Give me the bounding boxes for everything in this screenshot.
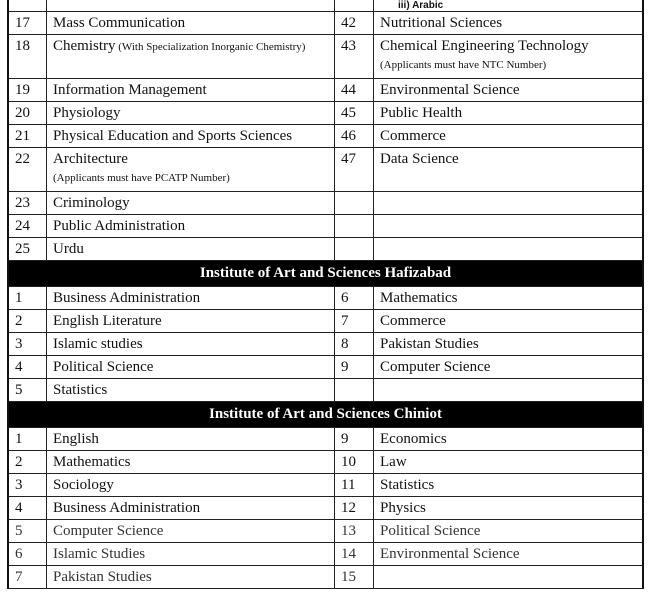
table-row	[9, 148, 642, 192]
row-number: 46	[335, 125, 374, 147]
subject-name	[374, 566, 642, 588]
subject-name	[47, 333, 335, 355]
subject-label: Business Administration	[53, 290, 201, 306]
section-header: Institute of Art and Sciences Hafizabad	[9, 261, 642, 287]
table-row	[9, 238, 642, 261]
subject-name	[47, 215, 335, 237]
subject-name	[374, 520, 642, 542]
row-number: 24	[9, 215, 47, 237]
top-fragment-text: iii) Arabic	[398, 0, 444, 11]
table-row	[9, 79, 642, 102]
table-row	[9, 520, 642, 543]
subject-name	[374, 543, 642, 565]
table-row	[9, 287, 642, 310]
subject-label: Commerce	[380, 128, 446, 144]
subject-name	[374, 474, 642, 496]
subject-name	[374, 148, 642, 191]
row-number: 47	[335, 148, 374, 191]
row-number: 20	[9, 102, 47, 124]
subject-label: Computer Science	[380, 359, 491, 375]
subject-name	[47, 520, 335, 542]
row-number	[335, 238, 374, 260]
subject-label: Statistics	[53, 382, 108, 398]
row-number: 2	[9, 310, 47, 332]
subject-label: Physical Education and Sports Sciences	[53, 128, 293, 144]
subject-label: Political Science	[380, 523, 481, 539]
subject-label: English	[53, 431, 99, 447]
row-number: 23	[9, 192, 47, 214]
subject-label: Statistics	[380, 477, 435, 493]
subject-name	[47, 356, 335, 378]
subject-name	[374, 428, 642, 450]
subject-label: Data Science	[380, 151, 459, 167]
subject-name	[47, 379, 335, 401]
subject-name	[374, 12, 642, 34]
subject-name	[47, 566, 335, 588]
subject-name	[47, 12, 335, 34]
subject-note: (Applicants must have PCATP Number)	[53, 172, 230, 184]
table-row	[9, 543, 642, 566]
row-number	[335, 192, 374, 214]
subject-label: Mass Communication	[53, 15, 186, 31]
row-number	[335, 379, 374, 401]
row-number: 5	[9, 520, 47, 542]
subject-name	[374, 238, 642, 260]
subject-label: English Literature	[53, 313, 162, 329]
subject-label: Criminology	[53, 195, 130, 211]
subject-label: Mathematics	[53, 454, 131, 470]
subject-label: Mathematics	[380, 290, 458, 306]
row-number: 19	[9, 79, 47, 101]
row-number: 18	[9, 35, 47, 78]
subject-label: Computer Science	[53, 523, 164, 539]
row-number: 8	[335, 333, 374, 355]
section-header: Institute of Art and Sciences Chiniot	[9, 402, 642, 428]
table-row	[9, 379, 642, 402]
subject-name	[47, 287, 335, 309]
subject-label: Islamic studies	[53, 336, 143, 352]
subject-label: Environmental Science	[380, 546, 520, 562]
row-number: 43	[335, 35, 374, 78]
subject-name	[47, 0, 335, 11]
row-number: 2	[9, 451, 47, 473]
table-row	[9, 356, 642, 379]
subject-name	[47, 148, 335, 191]
table-row	[9, 451, 642, 474]
subject-name	[374, 497, 642, 519]
table-row	[9, 192, 642, 215]
subject-name	[374, 333, 642, 355]
subject-label: Law	[380, 454, 407, 470]
subject-name	[47, 192, 335, 214]
row-number	[9, 0, 47, 11]
row-number	[335, 215, 374, 237]
row-number: 7	[9, 566, 47, 588]
subject-name	[47, 238, 335, 260]
subject-label: Physics	[380, 500, 426, 516]
subject-label: Chemical Engineering Technology	[380, 38, 589, 54]
subject-label: Business Administration	[53, 500, 201, 516]
table-row	[9, 125, 642, 148]
row-number: 14	[335, 543, 374, 565]
subject-label: Public Health	[380, 105, 463, 121]
subject-name	[374, 310, 642, 332]
subject-name	[374, 79, 642, 101]
subject-label: Pakistan Studies	[53, 569, 152, 585]
row-number: 42	[335, 12, 374, 34]
subject-name	[374, 125, 642, 147]
row-number: 17	[9, 12, 47, 34]
row-number: 4	[9, 497, 47, 519]
row-number: 45	[335, 102, 374, 124]
subject-specialization: (With Specialization Inorganic Chemistry)	[115, 41, 306, 53]
table-row-fragment	[9, 0, 642, 12]
subject-name	[47, 35, 335, 78]
subject-name	[47, 474, 335, 496]
subject-note: (Applicants must have NTC Number)	[380, 59, 547, 71]
table-row	[9, 497, 642, 520]
subject-label: Chemistry	[53, 38, 116, 54]
row-number: 10	[335, 451, 374, 473]
subject-label: Architecture	[53, 151, 128, 167]
table-row	[9, 428, 642, 451]
row-number: 25	[9, 238, 47, 260]
subject-label: Economics	[380, 431, 447, 447]
row-number: 6	[335, 287, 374, 309]
row-number: 5	[9, 379, 47, 401]
table-row	[9, 566, 642, 589]
row-number: 1	[9, 428, 47, 450]
subject-label: Islamic Studies	[53, 546, 146, 562]
row-number: 9	[335, 356, 374, 378]
subject-name	[47, 79, 335, 101]
table-row	[9, 310, 642, 333]
row-number: 13	[335, 520, 374, 542]
table-row	[9, 474, 642, 497]
table-row	[9, 102, 642, 125]
subject-name	[374, 287, 642, 309]
subject-name	[374, 192, 642, 214]
table-row	[9, 12, 642, 35]
subject-label: Sociology	[53, 477, 114, 493]
row-number	[335, 0, 374, 11]
row-number: 4	[9, 356, 47, 378]
row-number: 3	[9, 474, 47, 496]
subject-name	[47, 428, 335, 450]
row-number: 12	[335, 497, 374, 519]
row-number: 6	[9, 543, 47, 565]
subject-label: Pakistan Studies	[380, 336, 479, 352]
subject-name	[374, 102, 642, 124]
row-number: 9	[335, 428, 374, 450]
subject-label: Urdu	[53, 241, 84, 257]
subject-name	[47, 451, 335, 473]
subject-label: Political Science	[53, 359, 154, 375]
subject-name	[47, 497, 335, 519]
programs-table	[7, 0, 644, 589]
row-number: 22	[9, 148, 47, 191]
subject-label: Environmental Science	[380, 82, 520, 98]
row-number: 21	[9, 125, 47, 147]
subject-label: Physiology	[53, 105, 121, 121]
row-number: 7	[335, 310, 374, 332]
row-number: 3	[9, 333, 47, 355]
subject-name	[374, 379, 642, 401]
subject-name	[47, 102, 335, 124]
table-row	[9, 215, 642, 238]
subject-name	[47, 310, 335, 332]
subject-name	[374, 451, 642, 473]
subject-name	[374, 215, 642, 237]
row-number: 1	[9, 287, 47, 309]
subject-name	[47, 543, 335, 565]
subject-label: Nutritional Sciences	[380, 15, 503, 31]
subject-label: Commerce	[380, 313, 446, 329]
table-row	[9, 35, 642, 79]
subject-name	[374, 356, 642, 378]
row-number: 11	[335, 474, 374, 496]
row-number: 15	[335, 566, 374, 588]
row-number: 44	[335, 79, 374, 101]
table-row	[9, 333, 642, 356]
subject-name	[47, 125, 335, 147]
subject-label: Information Management	[53, 82, 207, 98]
subject-name	[374, 35, 642, 78]
subject-label: Public Administration	[53, 218, 186, 234]
